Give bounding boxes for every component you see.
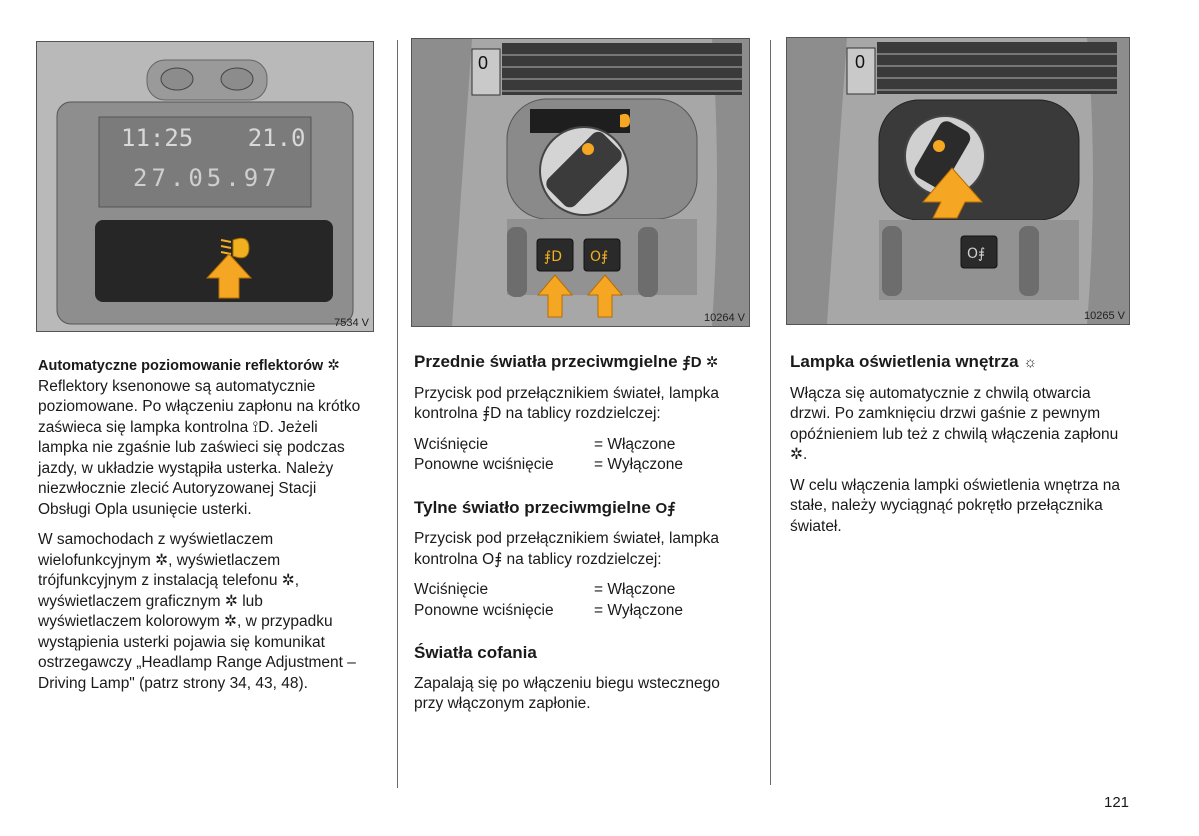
paragraph: Włącza się automatycznie z chwilą otwarcia drzwi. Po zamknięciu drzwi gaśnie z pewnym opóźnieniem lub też z chwilą włączenia zapłonu ✲. — [790, 384, 1119, 463]
table-row: Wciśnięcie = Włączone — [414, 435, 676, 453]
rear-fog-icon: O⨎ — [590, 249, 609, 265]
interior-switch-illustration — [787, 38, 1129, 324]
sun-icon — [933, 140, 945, 152]
headlight-icon — [620, 114, 630, 128]
front-fog-icon: ⨎D — [544, 249, 563, 265]
rear-fog-symbol-icon: O⨎ — [655, 499, 676, 517]
table-row: Ponowne wciśnięcie = Wyłączone — [414, 601, 684, 619]
paragraph: Przycisk pod przełącznikiem świateł, lampka kontrolna ⨎D na tablicy rozdzielczej: — [414, 384, 719, 422]
sun-icon — [582, 143, 594, 155]
display-date: 27.05.97 — [133, 164, 281, 192]
display-temp: 21.0 — [247, 124, 306, 152]
switch-zero-label: 0 — [478, 53, 489, 73]
section-heading: Przednie światła przeciwmgielne ⨎D ✲ — [414, 352, 719, 371]
paragraph: Reflektory ksenonowe są automatycznie poziomowane. Po włączeniu zapłonu na krótko zaświeca się lampka kontrolna ⟟D. Jeżeli lampka nie zgaśnie lub zaświeci się podczas jazdy, w układzie wystąpiła usterka. Należy niezwłocznie zlecić Autoryzowanej Stacji Obsługi Opla usunięcie usterki. — [38, 377, 361, 518]
section-heading: Automatyczne poziomowanie reflektorów ✲ — [38, 357, 340, 374]
column-divider-1 — [397, 40, 398, 788]
page-number: 121 — [1104, 794, 1130, 811]
display-time: 11:25 — [121, 124, 194, 152]
paragraph: Przycisk pod przełącznikiem świateł, lampka kontrolna O⨎ na tablicy rozdzielczej: — [414, 530, 719, 568]
figure-fog-light-buttons — [411, 38, 750, 327]
rear-fog-icon: O⨎ — [967, 246, 986, 262]
star-symbol-icon: ✲ — [327, 357, 340, 374]
button-left-icon — [161, 68, 193, 90]
section-heading: Lampka oświetlenia wnętrza ☼ — [790, 352, 1038, 371]
column-2-text — [414, 352, 752, 715]
column-divider-2 — [770, 40, 771, 785]
figure-code: 10264 V — [704, 312, 745, 324]
figure-code: 7534 V — [334, 317, 369, 329]
paragraph: Zapalają się po włączeniu biegu wstecznego przy włączonym zapłonie. — [414, 674, 720, 712]
paragraph: W samochodach z wyświetlaczem wielofunkcyjnym ✲, wyświetlaczem trójfunkcyjnym z instalacją telefonu ✲, wyświetlaczem graficznym ✲ lub wyświetlaczem kolorowym ✲, w przypadku wystąpienia usterki pojawia się komunikat ostrzegawczy „Headlamp Range Adjustment – Driving Lamp" (patrz strony 34, 43, 48). — [38, 531, 356, 692]
column-1-text — [38, 356, 370, 694]
interior-light-icon: ☼ — [1023, 354, 1038, 371]
front-fog-symbol-icon: ⨎D ✲ — [682, 354, 719, 371]
section-heading: Światła cofania — [414, 643, 537, 662]
column-3-text — [790, 352, 1130, 537]
button-right-icon — [221, 68, 253, 90]
light-switch-illustration — [412, 39, 749, 326]
figure-code: 10265 V — [1084, 310, 1125, 322]
table-row: Wciśnięcie = Włączone — [414, 581, 676, 598]
paragraph: W celu włączenia lampki oświetlenia wnętrza na stałe, należy wyciągnąć pokrętło przełącznika świateł. — [790, 476, 1120, 535]
table-row: Ponowne wciśnięcie = Wyłączone — [414, 456, 684, 473]
switch-zero-label: 0 — [855, 52, 866, 72]
section-heading: Tylne światło przeciwmgielne O⨎ — [414, 497, 676, 517]
figure-display-panel — [36, 41, 374, 332]
figure-interior-light-switch — [786, 37, 1130, 325]
